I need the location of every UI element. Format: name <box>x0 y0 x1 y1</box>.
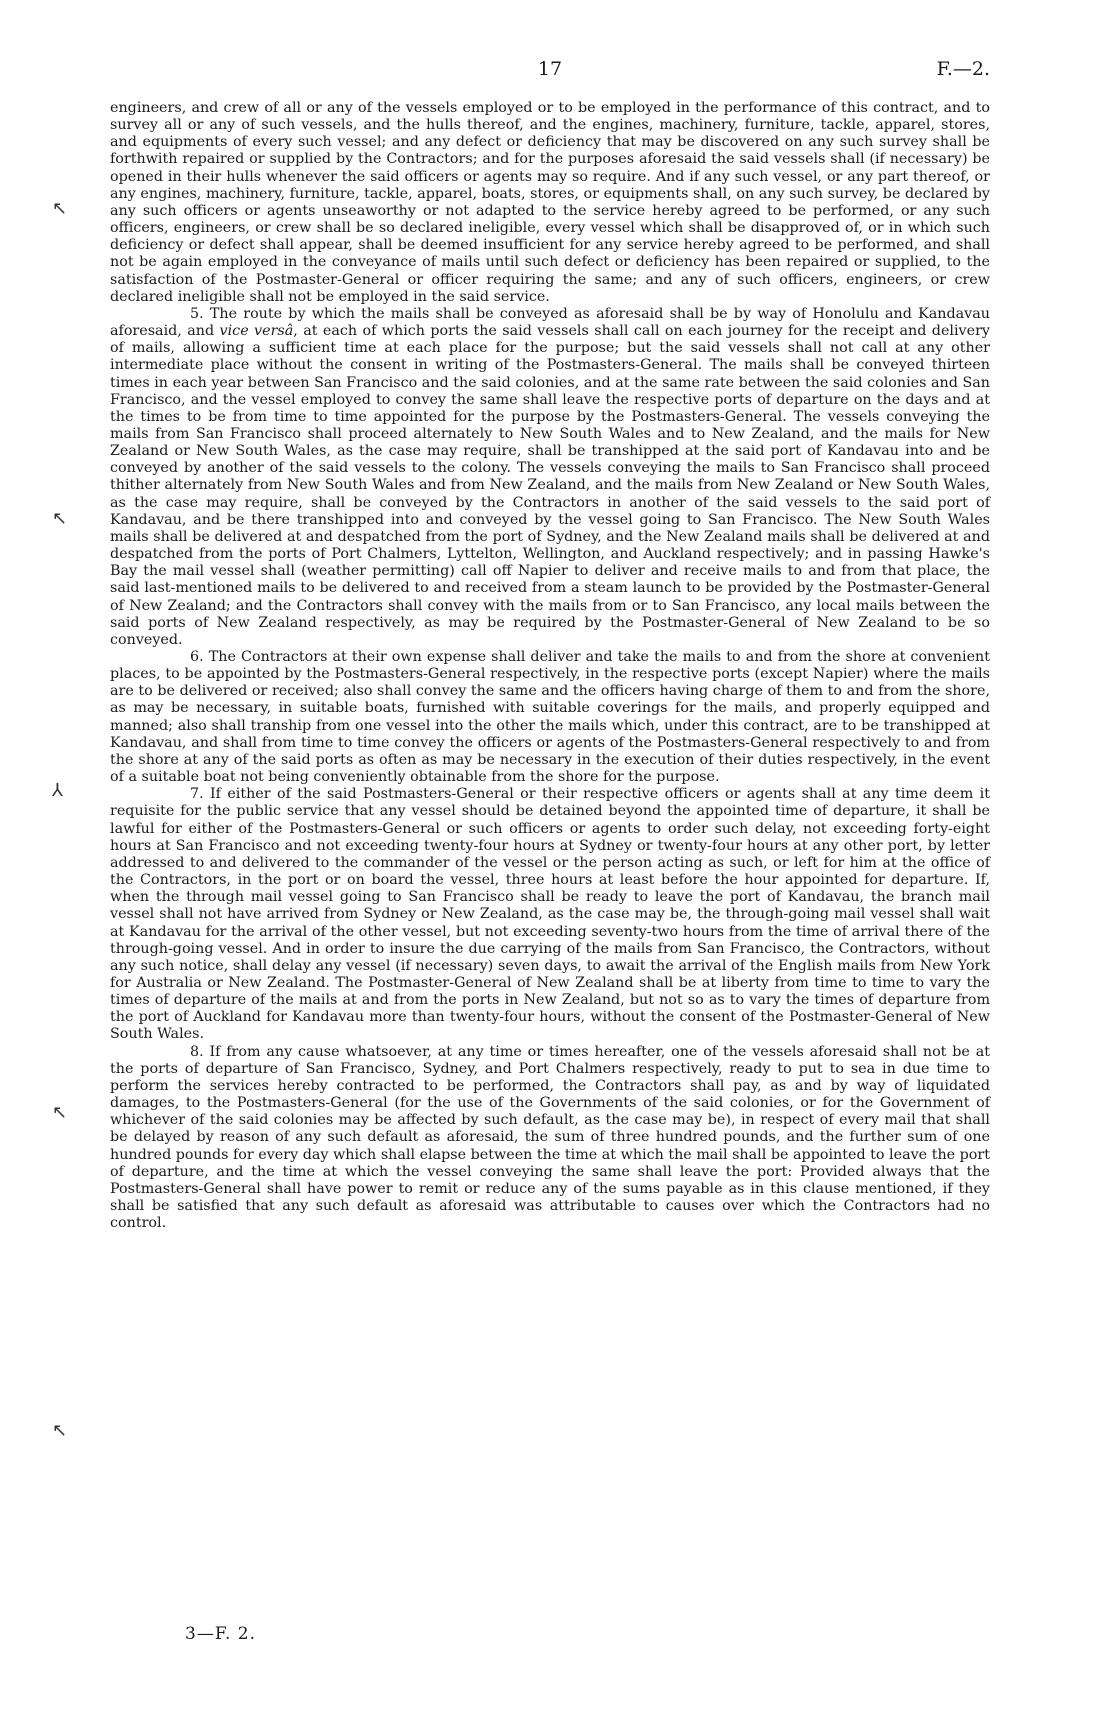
margin-tick-mark: ↖ <box>52 1102 68 1123</box>
paragraph-continuation: engineers, and crew of all or any of the vessels employed or to be employed in the performance of this contract, and to survey all or any of such vessels, and the hulls thereof, and the engines, machinery, furniture, tackle, apparel, stores, and equipments of every such vessel; and any defect or deficiency that may be discovered on any such survey shall be forthwith repaired or supplied by the Contractors; and for the purposes aforesaid the said vessels shall (if necessary) be opened in their hulls whenever the said officers or agents may so require. And if any such vessel, or any part thereof, or any engines, machinery, furniture, tackle, apparel, boats, stores, or equipments shall, on any such survey, be declared by any such officers or agents unseaworthy or not adapted to the service hereby agreed to be performed, or any such officers, engineers, or crew shall be so declared ineligible, every vessel which shall be disapproved of, or in which such deficiency or defect shall appear, shall be deemed insufficient for any service hereby agreed to be performed, and shall not be again employed in the conveyance of mails until such defect or deficiency has been repaired or supplied, to the satisfaction of the Postmaster-General or officer requiring the same; and any of such officers, engineers, or crew declared ineligible shall not be employed in the said service. <box>110 100 990 305</box>
document-reference: F.—2. <box>936 58 990 80</box>
page-number: 17 <box>537 58 563 80</box>
margin-tick-mark: ↖ <box>52 198 68 219</box>
paragraph-clause-8: 8. If from any cause whatsoever, at any time or times hereafter, one of the vessels aforesaid shall not be at the ports of departure of San Francisco, Sydney, and Port Chalmers respectively, ready to put to sea in due time to perform the services hereby contracted to be performed, the Contractors shall pay, as and by way of liquidated damages, to the Postmasters-General (for the use of the Governments of the said colonies, or for the Government of whichever of the said colonies may be affected by such default, as the case may be), in respect of every mail that shall be delayed by reason of any such default as aforesaid, the sum of three hundred pounds, and the further sum of one hundred pounds for every day which shall elapse between the time at which the mail shall be appointed to leave the port of departure, and the time at which the vessel conveying the same shall leave the port: Provided always that the Postmasters-General shall have power to remit or reduce any of the sums payable as in this clause mentioned, if they shall be satisfied that any such default as aforesaid was attributable to causes over which the Contractors had no control. <box>110 1043 990 1232</box>
signature-mark: 3—F. 2. <box>185 1624 256 1644</box>
margin-tick-mark: ⅄ <box>52 780 63 801</box>
margin-tick-mark: ↖ <box>52 1420 68 1441</box>
body-text <box>110 100 990 1232</box>
page-header <box>110 58 990 88</box>
margin-tick-mark: ↖ <box>52 508 68 529</box>
paragraph-clause-5: 5. The route by which the mails shall be conveyed as aforesaid shall be by way of Honolulu and Kandavau aforesaid, and vice versâ, at each of which ports the said vessels shall call on each journey for the receipt and delivery of mails, allowing a sufficient time at each place for the purpose; but the said vessels shall not call at any other intermediate place without the consent in writing of the Postmasters-General. The mails shall be conveyed thirteen times in each year between San Francisco and the said colonies, and at the same rate between the said colonies and San Francisco, and the vessel employed to convey the same shall leave the respective ports of departure on the days and at the times to be from time to time appointed for the purpose by the Postmasters-General. The vessels conveying the mails from San Francisco shall proceed alternately to New South Wales and to New Zealand, and the mails for New Zealand or New South Wales, as the case may require, shall be transhipped at the said port of Kandavau into and be conveyed by another of the said vessels to the colony. The vessels conveying the mails to San Francisco shall proceed thither alternately from New South Wales and from New Zealand, and the mails from New Zealand or New South Wales, as the case may require, shall be conveyed by the Contractors in another of the said vessels to the said port of Kandavau, and be there transhipped into and conveyed by the vessel going to San Francisco. The New South Wales mails shall be delivered at and despatched from the port of Sydney, and the New Zealand mails shall be delivered at and despatched from the ports of Port Chalmers, Lyttelton, Wellington, and Auckland respectively; and in passing Hawke's Bay the mail vessel shall (weather permitting) call off Napier to deliver and receive mails to and from that place, the said last-mentioned mails to be delivered to and received from a steam launch to be provided by the Postmaster-General of New Zealand; and the Contractors shall convey with the mails from or to San Francisco, any local mails between the said ports of New Zealand respectively, as may be required by the Postmaster-General of New Zealand to be so conveyed. <box>110 305 990 648</box>
paragraph-clause-6: 6. The Contractors at their own expense shall deliver and take the mails to and from the shore at convenient places, to be appointed by the Postmasters-General respectively, in the respective ports (except Napier) where the mails are to be delivered or received; also shall convey the same and the officers having charge of them to and from the shore, as may be necessary, in suitable boats, furnished with suitable coverings for the mails, and properly equipped and manned; also shall tranship from one vessel into the other the mails which, under this contract, are to be transhipped at Kandavau, and shall from time to time convey the officers or agents of the Postmasters-General respectively to and from the shore at any of the said ports as often as may be necessary in the execution of their duties respectively, in the event of a suitable boat not being conveniently obtainable from the shore for the purpose. <box>110 649 990 786</box>
paragraph-clause-7: 7. If either of the said Postmasters-General or their respective officers or agents shall at any time deem it requisite for the public service that any vessel should be detained beyond the appointed time of departure, it shall be lawful for either of the Postmasters-General or such officers or agents to order such delay, not exceeding forty-eight hours at San Francisco and not exceeding twenty-four hours at Sydney or twenty-four hours at any other port, by letter addressed to and delivered to the commander of the vessel or the person acting as such, or left for him at the office of the Contractors, in the port or on board the vessel, three hours at least before the hour appointed for departure. If, when the through mail vessel going to San Francisco shall be ready to leave the port of Kandavau, the branch mail vessel shall not have arrived from Sydney or New Zealand, as the case may be, the through-going mail vessel shall wait at Kandavau for the arrival of the other vessel, but not exceeding seventy-two hours from the time of arrival there of the through-going vessel. And in order to insure the due carrying of the mails from San Francisco, the Contractors, without any such notice, shall delay any vessel (if necessary) seven days, to await the arrival of the English mails from New York for Australia or New Zealand. The Postmaster-General of New Zealand shall be at liberty from time to time to vary the times of departure of the mails at and from the ports in New Zealand, but not so as to vary the times of departure from the port of Auckland for Kandavau more than twenty-four hours, without the consent of the Postmaster-General of New South Wales. <box>110 786 990 1043</box>
italic-phrase: vice versâ <box>219 323 294 340</box>
